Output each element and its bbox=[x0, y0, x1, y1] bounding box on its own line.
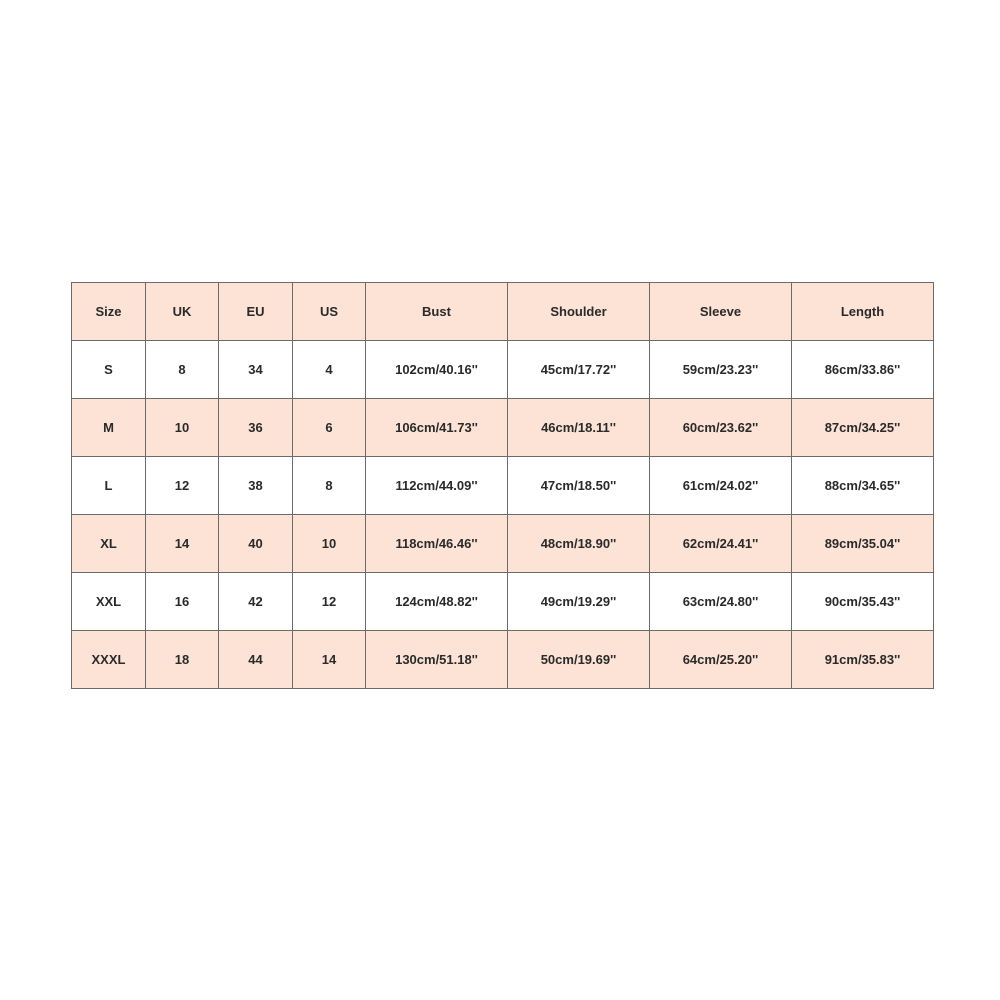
cell-bust: 118cm/46.46'' bbox=[366, 515, 508, 573]
cell-size: S bbox=[72, 341, 146, 399]
cell-us: 6 bbox=[293, 399, 366, 457]
cell-shoulder: 48cm/18.90'' bbox=[508, 515, 650, 573]
cell-bust: 102cm/40.16'' bbox=[366, 341, 508, 399]
cell-length: 90cm/35.43'' bbox=[792, 573, 934, 631]
cell-shoulder: 49cm/19.29'' bbox=[508, 573, 650, 631]
cell-bust: 106cm/41.73'' bbox=[366, 399, 508, 457]
cell-eu: 42 bbox=[219, 573, 293, 631]
size-chart-table bbox=[71, 282, 934, 689]
cell-shoulder: 50cm/19.69'' bbox=[508, 631, 650, 689]
cell-sleeve: 64cm/25.20'' bbox=[650, 631, 792, 689]
cell-sleeve: 62cm/24.41'' bbox=[650, 515, 792, 573]
cell-shoulder: 46cm/18.11'' bbox=[508, 399, 650, 457]
cell-eu: 38 bbox=[219, 457, 293, 515]
header-length: Length bbox=[792, 283, 934, 341]
cell-length: 86cm/33.86'' bbox=[792, 341, 934, 399]
header-eu: EU bbox=[219, 283, 293, 341]
cell-eu: 44 bbox=[219, 631, 293, 689]
table-row bbox=[72, 573, 934, 631]
table-row bbox=[72, 631, 934, 689]
cell-uk: 14 bbox=[146, 515, 219, 573]
cell-uk: 12 bbox=[146, 457, 219, 515]
cell-size: XXXL bbox=[72, 631, 146, 689]
table-row bbox=[72, 399, 934, 457]
cell-eu: 36 bbox=[219, 399, 293, 457]
cell-size: XXL bbox=[72, 573, 146, 631]
cell-length: 91cm/35.83'' bbox=[792, 631, 934, 689]
cell-uk: 8 bbox=[146, 341, 219, 399]
cell-uk: 10 bbox=[146, 399, 219, 457]
cell-size: XL bbox=[72, 515, 146, 573]
cell-bust: 112cm/44.09'' bbox=[366, 457, 508, 515]
cell-sleeve: 59cm/23.23'' bbox=[650, 341, 792, 399]
header-sleeve: Sleeve bbox=[650, 283, 792, 341]
cell-us: 4 bbox=[293, 341, 366, 399]
cell-sleeve: 60cm/23.62'' bbox=[650, 399, 792, 457]
cell-shoulder: 45cm/17.72'' bbox=[508, 341, 650, 399]
cell-us: 14 bbox=[293, 631, 366, 689]
cell-eu: 40 bbox=[219, 515, 293, 573]
cell-size: M bbox=[72, 399, 146, 457]
cell-uk: 18 bbox=[146, 631, 219, 689]
header-bust: Bust bbox=[366, 283, 508, 341]
table-row bbox=[72, 341, 934, 399]
cell-us: 10 bbox=[293, 515, 366, 573]
header-size: Size bbox=[72, 283, 146, 341]
cell-sleeve: 61cm/24.02'' bbox=[650, 457, 792, 515]
cell-length: 87cm/34.25'' bbox=[792, 399, 934, 457]
cell-shoulder: 47cm/18.50'' bbox=[508, 457, 650, 515]
header-shoulder: Shoulder bbox=[508, 283, 650, 341]
header-row bbox=[72, 283, 934, 341]
cell-us: 12 bbox=[293, 573, 366, 631]
table-row bbox=[72, 515, 934, 573]
header-us: US bbox=[293, 283, 366, 341]
cell-us: 8 bbox=[293, 457, 366, 515]
cell-eu: 34 bbox=[219, 341, 293, 399]
cell-bust: 130cm/51.18'' bbox=[366, 631, 508, 689]
cell-size: L bbox=[72, 457, 146, 515]
cell-bust: 124cm/48.82'' bbox=[366, 573, 508, 631]
table-row bbox=[72, 457, 934, 515]
cell-uk: 16 bbox=[146, 573, 219, 631]
cell-length: 89cm/35.04'' bbox=[792, 515, 934, 573]
cell-length: 88cm/34.65'' bbox=[792, 457, 934, 515]
cell-sleeve: 63cm/24.80'' bbox=[650, 573, 792, 631]
header-uk: UK bbox=[146, 283, 219, 341]
